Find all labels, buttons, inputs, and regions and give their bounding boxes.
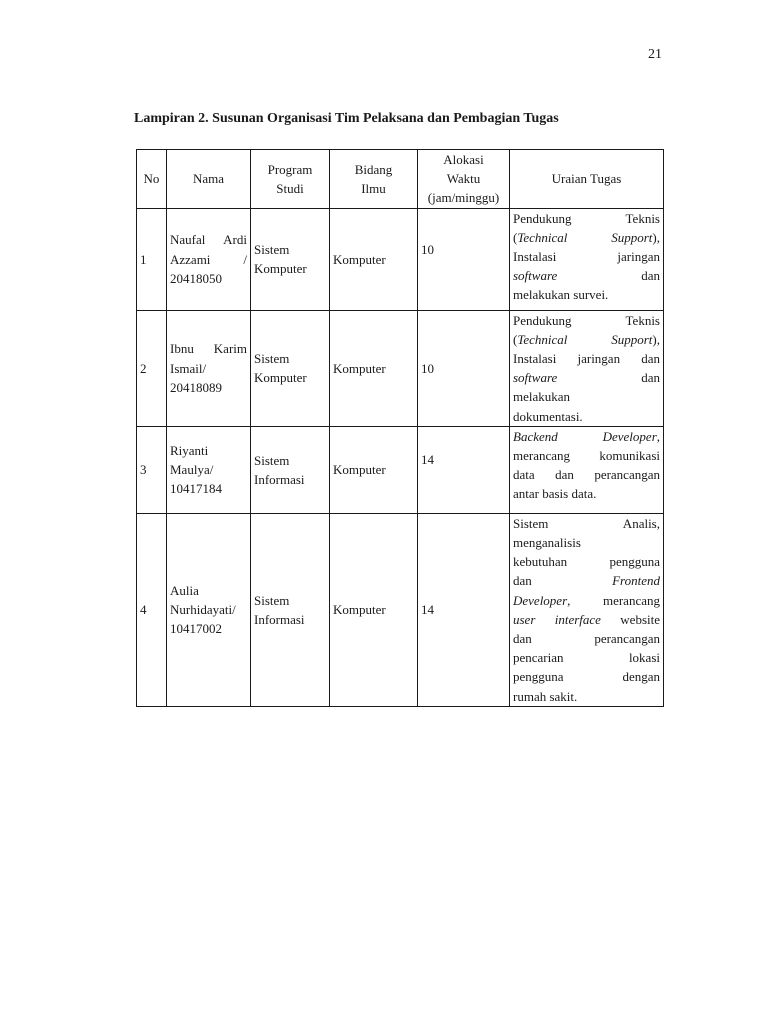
cell-program-studi: Sistem Komputer <box>251 310 330 426</box>
cell-uraian-tugas: Pendukung Teknis (Technical Support), Instalasi jaringan dan software dan melakukan dokumentasi. <box>510 310 664 426</box>
cell-no: 1 <box>137 208 167 310</box>
cell-nama: Riyanti Maulya/ 10417184 <box>167 426 251 513</box>
cell-no: 4 <box>137 513 167 706</box>
page-number: 21 <box>648 47 662 62</box>
cell-nama: Ibnu Karim Ismail/ 20418089 <box>167 310 251 426</box>
cell-uraian-tugas: Sistem Analis, menganalisis kebutuhan pengguna dan Frontend Developer, merancang user interface website dan perancangan pencarian lokasi pengguna dengan rumah sakit. <box>510 513 664 706</box>
cell-alokasi-waktu: 10 <box>418 208 510 310</box>
header-bidang-ilmu: Bidang Ilmu <box>330 150 418 209</box>
cell-bidang-ilmu: Komputer <box>330 513 418 706</box>
cell-program-studi: Sistem Informasi <box>251 513 330 706</box>
table-row <box>137 426 664 513</box>
cell-no: 3 <box>137 426 167 513</box>
table-row <box>137 513 664 706</box>
cell-nama: Naufal Ardi Azzami / 20418050 <box>167 208 251 310</box>
cell-no: 2 <box>137 310 167 426</box>
organization-table <box>136 149 664 707</box>
cell-alokasi-waktu: 14 <box>418 426 510 513</box>
cell-alokasi-waktu: 14 <box>418 513 510 706</box>
cell-program-studi: Sistem Informasi <box>251 426 330 513</box>
header-uraian-tugas: Uraian Tugas <box>510 150 664 209</box>
cell-nama: Aulia Nurhidayati/ 10417002 <box>167 513 251 706</box>
header-nama: Nama <box>167 150 251 209</box>
appendix-title: Lampiran 2. Susunan Organisasi Tim Pelaksana dan Pembagian Tugas <box>134 111 559 126</box>
cell-bidang-ilmu: Komputer <box>330 310 418 426</box>
header-alokasi-waktu: Alokasi Waktu (jam/minggu) <box>418 150 510 209</box>
table-row <box>137 310 664 426</box>
cell-alokasi-waktu: 10 <box>418 310 510 426</box>
cell-bidang-ilmu: Komputer <box>330 426 418 513</box>
table-row <box>137 208 664 310</box>
table-header-row <box>137 150 664 209</box>
cell-uraian-tugas: Pendukung Teknis (Technical Support), Instalasi jaringan software dan melakukan survei. <box>510 208 664 310</box>
cell-uraian-tugas: Backend Developer, merancang komunikasi data dan perancangan antar basis data. <box>510 426 664 513</box>
header-program-studi: Program Studi <box>251 150 330 209</box>
cell-program-studi: Sistem Komputer <box>251 208 330 310</box>
cell-bidang-ilmu: Komputer <box>330 208 418 310</box>
header-no: No <box>137 150 167 209</box>
